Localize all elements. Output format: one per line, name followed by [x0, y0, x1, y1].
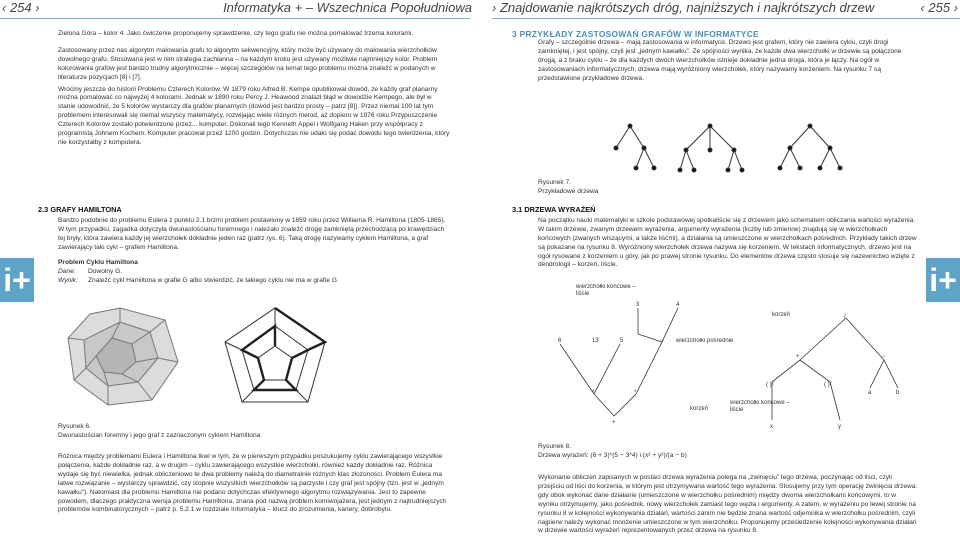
tree-2-node: x	[770, 424, 773, 430]
paragraph: Grafy – szczególnie drzewa – mają zastosowania w informatyce. Drzewo jest grafem, który nie zawiera cyklu, czyli drogi zamkniętej, i jest spójny, czyli jest „jednym kawałku”. Ze spójności wynika, że każde dwa wierzchołki w drzewie są połączone drogą, a z braku cyklu – że dla każdych dwóch wierzchołków istnieje dokładnie jedna droga, która je łączy. Na ogół w zastosowaniach informatycznych, drzewa mają wyróżniony wierzchołek, który nazywamy korzeniem. Na rysunku 7 są przedstawione przykładowe drzewa.	[538, 38, 902, 82]
dodecahedron-figure	[60, 300, 380, 418]
problem-input	[58, 267, 450, 276]
tree-1-node: 5	[620, 338, 624, 344]
tree-2-leaves-label: wierzchołki końcowe – liście	[730, 400, 790, 413]
tree-2-node: ( )²	[824, 382, 832, 388]
tree-2-leaves-label-box	[730, 400, 794, 422]
tree-2-root-label: korzeń	[690, 406, 709, 412]
paragraph: Zielona Góra – kolor 4. Jako ćwiczenie proponujemy sprawdzenie, czy tego grafu nie można pomalować trzema kolorami.	[58, 30, 414, 37]
left-page-number: ‹ 254 ›	[2, 0, 40, 15]
dodecahedron-graph	[225, 308, 325, 402]
left-page-header	[2, 0, 472, 18]
tree-1-node: 4	[676, 302, 680, 308]
caption-number: Rysunek 7.	[538, 179, 571, 186]
left-running-title: Informatyka + – Wszechnica Popołudniowa	[223, 0, 472, 15]
caption-text: Drzewa wyrażeń: (6 + 3)*(5 − 3*4) i (x² + y²)/(a − b)	[538, 452, 687, 459]
dane-value: Dowolny G.	[88, 268, 123, 276]
caption-text: Przykładowe drzewa	[538, 188, 599, 195]
right-page-number: ‹ 255 ›	[920, 0, 958, 15]
tree-1-node: 6	[558, 338, 562, 344]
left-header-rule	[0, 18, 470, 19]
dodecahedron-solid	[68, 308, 178, 405]
tree-1-leaves-label-box	[576, 284, 646, 306]
paragraph: Bardzo podobnie do problemu Eulera z punktu 2.1 brzmi problem postawiony w 1859 roku przez Williama R. Hamiltona (1805-1865). W tym przypadku, zagadka dotyczyła dwunastościanu foremnego i należało znaleźć drogę zamkniętą przechodzącą po krawędziach tej bryły, która zawiera każdy jej wierzchołek dokładnie jeden raz (patrz rys. 6). Taką drogę nazywamy cyklem Hamiltona, a graf zawierający taki cykl – grafem Hamiltona.	[58, 216, 446, 251]
wynik-key: Wynik:	[58, 277, 78, 285]
tree-c	[778, 124, 842, 170]
section-expression-trees	[512, 206, 920, 273]
section-heading: 2.3 GRAFY HAMILTONA	[38, 205, 122, 214]
left-column-bottom	[58, 453, 452, 518]
right-side-badge: i+	[926, 258, 960, 302]
right-running-title: › Znajdowanie najkrótszych dróg, najniższych i najkrótszych drzew	[492, 0, 875, 15]
caption-number: Rysunek 8.	[538, 443, 571, 450]
tree-2-node: ( )²	[766, 382, 774, 388]
tree-1-internal-label-box	[676, 338, 746, 360]
paragraph: Zastosowany przez nas algorytm malowania grafu to algorytm sekwencyjny, który może być używany do malowania wierzchołków dowolnego grafu. Stosowana jest w nim strategia zachłanna – na każdym kroku jest używany możliwie najmniejszy kolor. Problem kolorowania grafów jest bardzo trudny algorytmicznie – więcej szczegółów na temat tego problemu można znaleźć w podanych w literaturze pozycjach [8] i [7].	[58, 46, 438, 81]
tree-2-node: y	[838, 424, 841, 430]
tree-1-node: 13	[592, 338, 599, 344]
dane-key: Dane:	[58, 268, 76, 276]
problem-title: Problem Cyklu Hamiltona	[58, 258, 138, 266]
wynik-value: Znaleźć cykl Hamiltona w grafie G albo stwierdzić, że takiego cyklu nie ma w grafie G.	[88, 277, 339, 285]
right-column-top	[512, 30, 910, 86]
tree-1-leaves-label: wierzchołki końcowe – liście	[576, 284, 636, 297]
tree-1-nodes	[558, 302, 680, 426]
tree-2-node: a	[868, 390, 872, 396]
problem-output	[58, 276, 450, 285]
section-heading: 3.1 DRZEWA WYRAŻEŃ	[512, 205, 596, 214]
right-header-rule	[492, 18, 960, 19]
tree-1-node: *	[634, 390, 637, 396]
expression-trees-figure	[540, 282, 920, 434]
caption-number: Rysunek 6.	[58, 423, 91, 430]
figure-7-caption	[538, 178, 738, 196]
left-column-top	[58, 30, 450, 151]
tree-1-node: +	[612, 420, 616, 426]
caption-text: Dwunastościan foremny i jego graf z zaznaczonym cyklem Hamiltona	[58, 432, 261, 439]
right-page-header	[492, 0, 958, 18]
paragraph: Wykonanie obliczeń zapisanych w postaci drzewa wyrażenia polega na „zwinięciu” tego drzewa, poczynając od liści, czyli przejściu od liści do korzenia, w którym jest otrzymywana wartość tego wyrażenia. Stosujemy przy tym operację zwinięcia drzewa: gdy obok wykonać dane działanie (umieszczone w wierzchołku pośrednim) między dwoma wierzchołkami końcowymi, to w wyniku otrzymujemy, jako pośrednik, nowy wierzchołek zamiast tego węzła i argumenty. A zatem, w wyrażeniu po lewej stronie na rysunku 8 w kolejności wykonywania działań, wartości zanim nie będzie znana wartość odjemnika w wierzchołku pośrednim, czyli najpierw należy wykonać mnożenie umieszczone w tym wierzchołku. Proponujemy prześledzenie kolejności wykonywania działań w drzewie wartości wyrażeń reprezentowanych przez drzewa na rysunku 8.	[538, 474, 918, 535]
paragraph: Wróćmy jeszcze do historii Problemu Czterech Kolorów. W 1879 roku Alfred B. Kempe opublikował dowód, że każdy graf planarny można pomalować co najwyżej 4 kolorami. Jednak w 1890 roku Percy J. Heawood znalazł błąd w dowodzie Kempego, ale był w stanie udowodnić, że 5 kolorów wystarczy dla grafów planarnych (dowód jest bardzo prosty – patrz [8]). Przez niemal 100 lat tym problemem interesowali się niemal wszyscy matematycy, rozwijając wiele różnych metod, aż dopiero w 1976 roku Przypuszczenie Czterech Kolorów zostało potwierdzone przez... komputer. Dokonali tego Kenneth Appel i Wolfgang Haken przy współpracy z programistą Johnem Kochem. Komputer pracował przez 1200 godzin. Dotychczas nie udało się podać dowodu tego twierdzenia, który nie korzystałby z komputera.	[58, 85, 450, 146]
tree-1-node: *	[592, 390, 595, 396]
tree-2-node: −	[882, 354, 886, 360]
paragraph: Różnica między problemami Eulera i Hamiltona tkwi w tym, że w pierwszym przypadku poszukujemy cyklu zawierającego wszystkie połączenia, każde dokładnie raz, a w drugim – cyklu zawierającego wszystkie wierzchołki, również każdy dokładnie raz. Różnica wydaje się być niewielka, jednak obliczeniowo te dwa problemy należą do diametralnie różnych klas złożoności. Problem Eulera ma łatwe rozwiązanie – wystarczy sprawdzić, czy stopnie wszystkich wierzchołków są parzyste i czy graf jest spójny (tzn. jest w „jednym kawałku”). Natomiast dla problemu Hamiltona nie podano dotychczas efektywnego algorytmu rozwiązywania. Jest to zapewne powodem, dlaczego praktyczna wersja problemu Hamiltona, znana pod nazwą problem komiwojażera, jest jednym z najtrudniejszych problemów kombinatorycznych – patrz p. 5.2.1 w rozdziale Informatyka – klucz do zrozumienia, kariery, dobrobytu.	[58, 453, 447, 514]
tree-2-node: b	[896, 390, 900, 396]
section-hamilton	[38, 206, 450, 285]
tree-1-node: 3	[636, 302, 640, 308]
tree-1-root-label: korzeń	[772, 312, 791, 318]
figure-8-caption	[538, 442, 838, 460]
left-side-badge: i+	[0, 258, 34, 302]
tree-1-internal-label: wierzchołki pośrednie	[676, 338, 734, 344]
tree-1-edges	[560, 308, 678, 416]
problem-definition	[38, 259, 450, 286]
figure-6-caption	[58, 422, 438, 440]
example-trees-figure	[610, 118, 870, 180]
tree-1-node: −	[660, 338, 664, 344]
section-heading: 3 PRZYKŁADY ZASTOSOWAŃ GRAFÓW W INFORMATYCE	[512, 29, 759, 39]
tree-2-node: /	[844, 314, 846, 320]
tree-a	[614, 124, 656, 170]
right-column-bottom	[538, 474, 918, 539]
paragraph: Na początku nauki matematyki w szkole podstawowej spotkaliście się z drzewem jako schematem obliczania wartości wyrażenia. W takim drzewie, zwanym drzewem wyrażenia, argumenty wyrażenia (liczby lub zmienne) znajdują się w wierzchołkach końcowych (zwanych wiszącymi, a także liśćmi), a działania są umieszczone w wierzchołkach pośrednich. Przykłady takich drzew są pokazane na rysunku 8. Wyróżniony wierzchołek drzewa nazywa się korzeniem. W tekstach informatycznych, drzewo jest na ogół rysowane z korzeniem u góry, jak po prawej stronie rysunku. Do elementów drzewa często stosuje się nazewnictwo wzięte z dendrologii – korzeń, liście.	[538, 216, 917, 269]
tree-2-node: +	[796, 354, 800, 360]
tree-b	[678, 124, 744, 172]
